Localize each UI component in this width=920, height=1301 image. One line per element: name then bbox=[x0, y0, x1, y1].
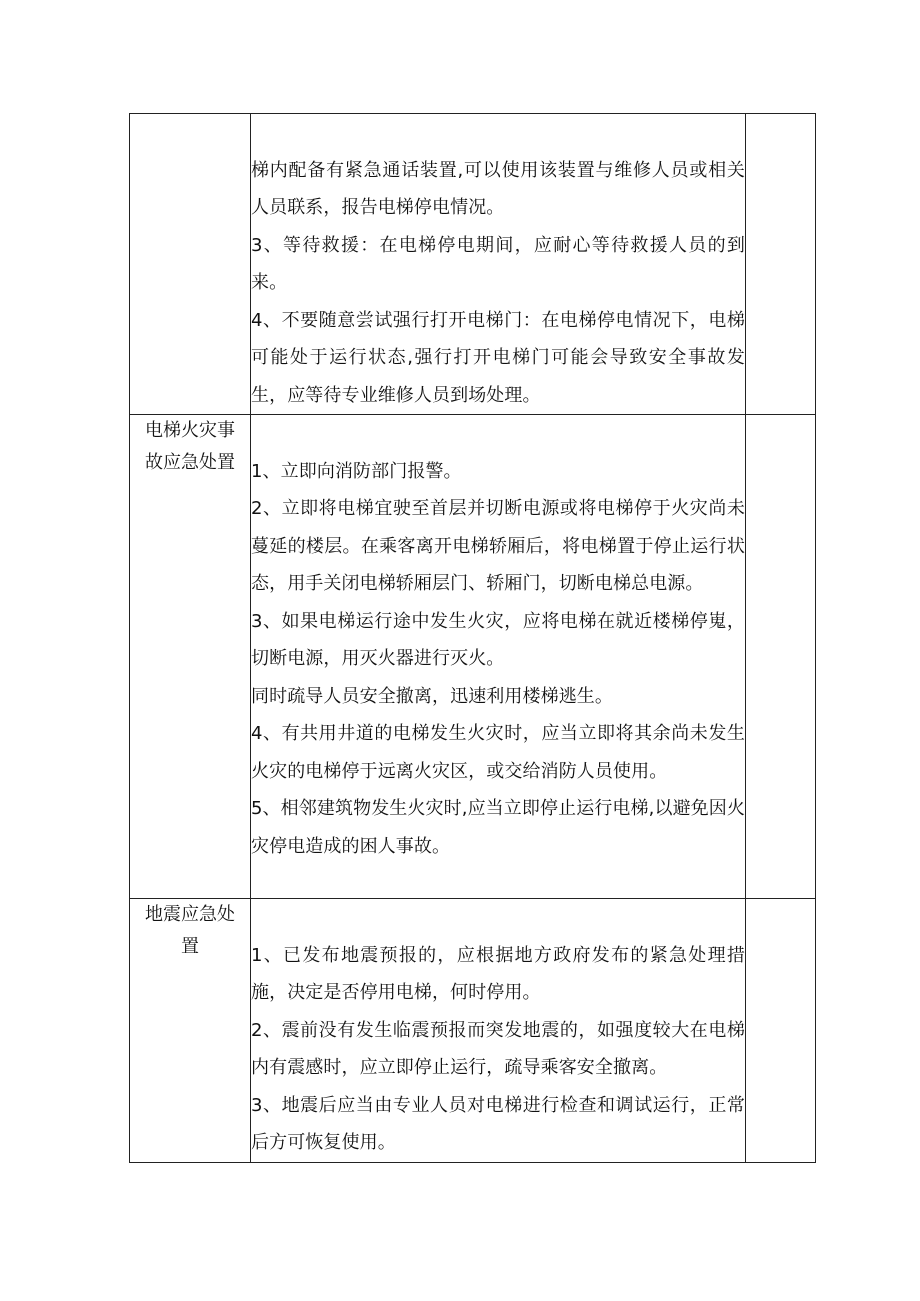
emergency-procedure-table bbox=[129, 113, 816, 1163]
paragraph: 4、有共用井道的电梯发生火灾时，应当立即将其余尚未发生火灾的电梯停于远离火灾区，或交给消防人员使用。 bbox=[251, 723, 745, 782]
paragraph: 3、如果电梯运行途中发生火灾，应将电梯在就近楼梯停嵬，切断电源，用灭火器进行灭火。 bbox=[251, 610, 745, 669]
table-row-earthquake bbox=[130, 899, 816, 1163]
row-content-cell bbox=[251, 114, 746, 415]
paragraph: 3、地震后应当由专业人员对电梯进行检查和调试运行，正常后方可恢复使用。 bbox=[251, 1094, 745, 1153]
paragraph: 2、震前没有发生临震预报而突发地震的，如强度较大在电梯内有震感时，应立即停止运行，疏导乘客安全撤离。 bbox=[251, 1019, 745, 1078]
row-label-cell bbox=[130, 899, 251, 1163]
paragraph: 1、已发布地震预报的，应根据地方政府发布的紧急处理措施，决定是否停用电梯，何时停用。 bbox=[251, 944, 745, 1003]
row-label: 地震应急处置 bbox=[145, 904, 235, 957]
row-content-cell bbox=[251, 415, 746, 899]
row-note-cell bbox=[746, 899, 816, 1163]
row-label-cell bbox=[130, 114, 251, 415]
paragraph: 5、相邻建筑物发生火灾时,应当立即停止运行电梯,以避免因火灾停电造成的困人事故。 bbox=[251, 798, 745, 857]
paragraph: 2、立即将电梯宜驶至首层并切断电源或将电梯停于火灾尚未蔓延的楼层。在乘客离开电梯轿厢后，将电梯置于停止运行状态，用手关闭电梯轿厢层门、轿厢门，切断电梯总电源。 bbox=[251, 498, 745, 594]
row-note-cell bbox=[746, 415, 816, 899]
paragraph: 1、立即向消防部门报警。 bbox=[251, 460, 462, 482]
paragraph: 3、等待救援：在电梯停电期间，应耐心等待救援人员的到来。 bbox=[251, 234, 745, 293]
paragraph: 同时疏导人员安全撤离，迅速利用楼梯逃生。 bbox=[251, 685, 613, 707]
spacer bbox=[251, 114, 745, 152]
row-note-cell bbox=[746, 114, 816, 415]
row-label-cell bbox=[130, 415, 251, 899]
table-row-fire bbox=[130, 415, 816, 899]
paragraph: 4、不要随意尝试强行打开电梯门：在电梯停电情况下，电梯可能处于运行状态,强行打开电梯门可能会导致安全事故发生，应等待专业维修人员到场处理。 bbox=[251, 309, 745, 406]
row-label: 电梯火灾事故应急处置 bbox=[145, 420, 235, 473]
row-content-cell bbox=[251, 899, 746, 1163]
paragraph: 梯内配备有紧急通话装置,可以使用该装置与维修人员或相关人员联系，报告电梯停电情况。 bbox=[251, 159, 745, 218]
spacer bbox=[251, 415, 745, 453]
spacer bbox=[251, 899, 745, 937]
table-row-power-outage-continued bbox=[130, 114, 816, 415]
